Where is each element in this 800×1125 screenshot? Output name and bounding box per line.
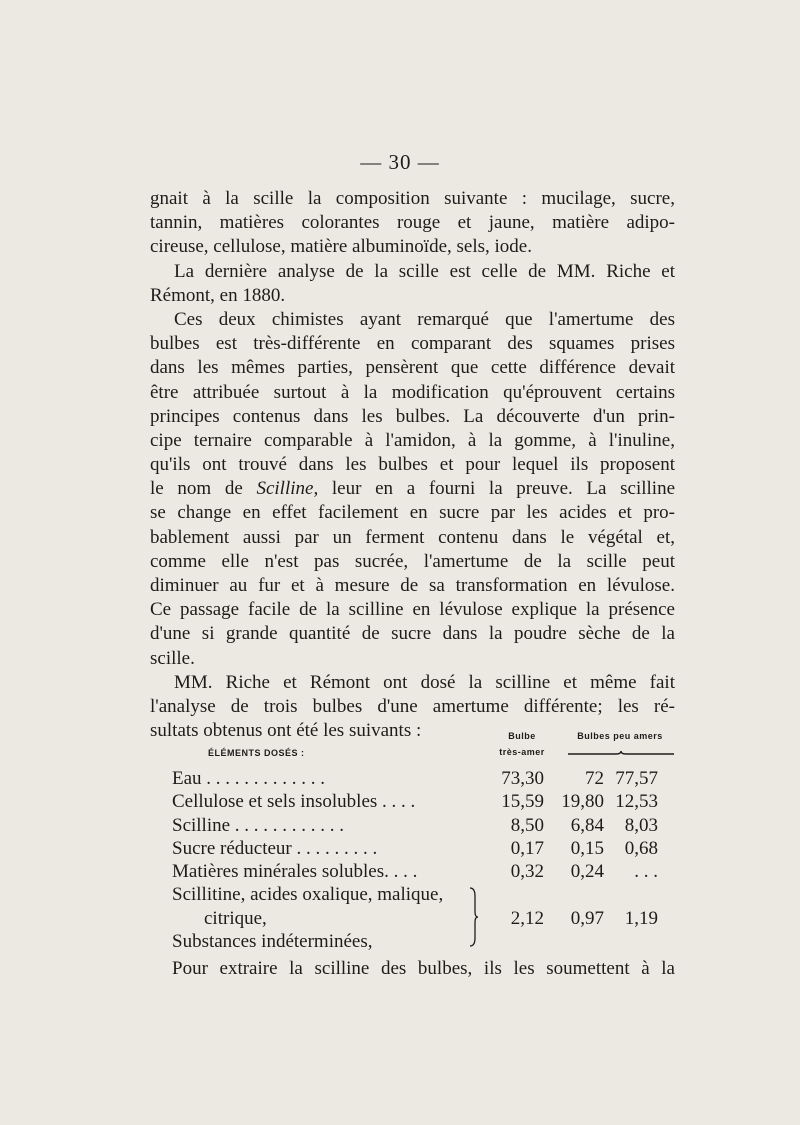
text-segment: leur en a fourni la preuve. La scilline: [331, 478, 676, 500]
header-bulbes-peu-amers: Bulbes peu amers: [577, 731, 663, 741]
row-label: Scillitine, acides oxalique, malique,: [172, 884, 444, 906]
text-line: bulbes est très-différente en comparant des squames prises: [150, 333, 675, 355]
value-bulbe-peu-amer-1: 19,80: [561, 791, 604, 813]
table-header: [150, 730, 680, 764]
text-line: tannin, matières colorantes rouge et jaune, matière adipo-: [150, 212, 675, 234]
text-line: Rémont, en 1880.: [150, 284, 286, 306]
value-bulbe-tres-amer: 2,12: [510, 907, 544, 929]
value-bulbe-peu-amer-2: 77,57: [615, 768, 658, 789]
text-line: cireuse, cellulose, matière albuminoïde, sels, iode.: [150, 236, 532, 258]
value-bulbe-peu-amer-1: 0,97: [570, 907, 604, 929]
text-line: d'une si grande quantité de sucre dans la poudre sèche de la: [150, 623, 675, 645]
table-row: [172, 815, 692, 838]
value-bulbe-tres-amer: 0,17: [510, 837, 544, 859]
table-row-grouped: [172, 908, 692, 931]
value-bulbe-peu-amer-2: 12,53: [615, 791, 658, 813]
horizontal-brace-icon: [566, 751, 676, 757]
value-bulbe-peu-amer-2: 0,68: [624, 837, 658, 859]
value-bulbe-peu-amer-2: 1,19: [624, 907, 658, 929]
table-row: [172, 838, 692, 861]
text-line: Pour extraire la scilline des bulbes, ils les soumettent à la: [172, 958, 675, 979]
text-segment: le nom de: [150, 478, 243, 500]
text-line: scille.: [150, 647, 195, 669]
row-label: Scilline . . . . . . . . . . . .: [172, 814, 345, 836]
text-line: diminuer au fur et à mesure de sa transformation en lévulose.: [150, 575, 675, 596]
value-bulbe-tres-amer: 8,50: [510, 814, 544, 836]
value-bulbe-tres-amer: 73,30: [501, 768, 544, 789]
value-bulbe-tres-amer: 15,59: [501, 791, 544, 813]
text-line: bablement aussi par un ferment contenu dans le végétal et,: [150, 526, 675, 548]
text-line: La dernière analyse de la scille est celle de MM. Riche et: [174, 260, 675, 282]
row-label: Eau . . . . . . . . . . . . .: [172, 768, 326, 789]
value-bulbe-peu-amer-1: 0,24: [570, 861, 604, 883]
row-label: Cellulose et sels insolubles . . . .: [172, 791, 416, 813]
page-number: — 30 —: [360, 150, 440, 174]
value-bulbe-peu-amer-1: 0,15: [570, 837, 604, 859]
row-label: Matières minérales solubles. . . .: [172, 861, 418, 883]
italic-term: Scilline,: [256, 478, 319, 500]
row-label: Sucre réducteur . . . . . . . . .: [172, 837, 378, 859]
header-bulbe: Bulbe: [508, 731, 536, 741]
text-line: Ce passage facile de la scilline en lévulose explique la présence: [150, 599, 675, 621]
text-line: dans les mêmes parties, pensèrent que cette différence devait: [150, 357, 675, 379]
table-row: [172, 861, 692, 884]
text-line: [150, 477, 675, 501]
value-bulbe-peu-amer-1: 6,84: [570, 814, 604, 836]
table-row: [172, 768, 692, 791]
text-line: se change en effet facilement en sucre par les acides et pro-: [150, 502, 675, 524]
value-bulbe-peu-amer-2: . . .: [634, 861, 658, 883]
header-bulbe-sub: très-amer: [499, 747, 545, 757]
analysis-table: [172, 768, 692, 954]
text-line: l'analyse de trois bulbes d'une amertume différente; les ré-: [150, 695, 675, 717]
value-bulbe-peu-amer-1: 72: [585, 768, 604, 789]
table-row-grouped: [172, 931, 692, 954]
value-bulbe-peu-amer-2: 8,03: [624, 814, 658, 836]
table-row-grouped: [172, 884, 692, 907]
text-line: comme elle n'est pas sucrée, l'amertume de la scille peut: [150, 550, 675, 572]
header-elements: ÉLÉMENTS DOSÉS :: [208, 748, 305, 758]
text-line: sultats obtenus ont été les suivants :: [150, 720, 422, 742]
text-line: gnait à la scille la composition suivante : mucilage, sucre,: [150, 188, 675, 209]
text-line: être attribuée surtout à la modification qu'éprouvent certains: [150, 381, 675, 403]
text-line: MM. Riche et Rémont ont dosé la scilline et même fait: [174, 671, 675, 693]
body-text: [150, 187, 675, 743]
row-label: Substances indéterminées,: [172, 931, 373, 953]
text-line: principes contenus dans les bulbes. La découverte d'un prin-: [150, 405, 675, 427]
text-line: cipe ternaire comparable à l'amidon, à la gomme, à l'inuline,: [150, 429, 675, 451]
text-line: qu'ils ont trouvé dans les bulbes et pour lequel ils proposent: [150, 454, 675, 476]
table-row: [172, 791, 692, 814]
text-line: Ces deux chimistes ayant remarqué que l'amertume des: [174, 308, 675, 330]
value-bulbe-tres-amer: 0,32: [510, 861, 544, 883]
row-label: citrique,: [204, 907, 267, 929]
